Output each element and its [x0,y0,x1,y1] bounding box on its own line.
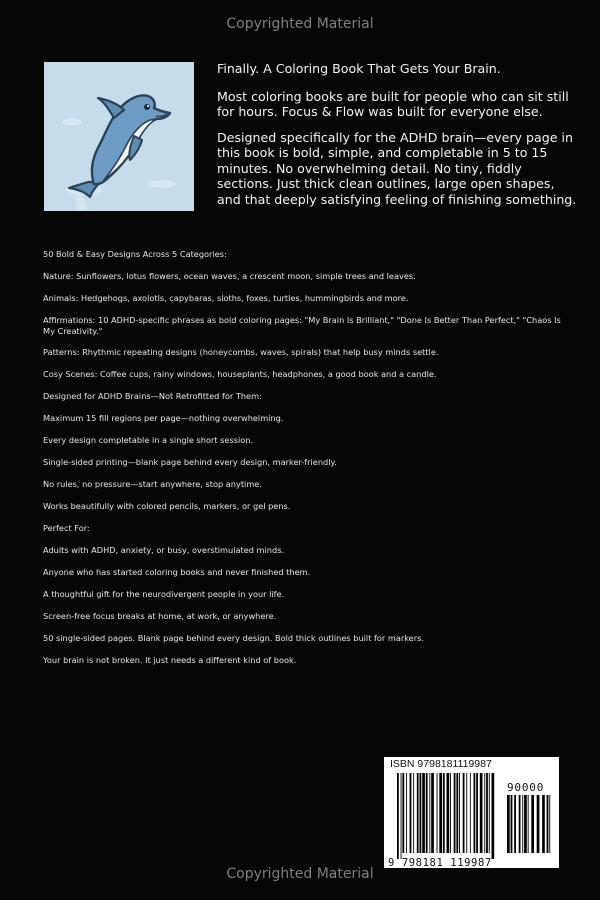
body-line: Nature: Sunflowers, lotus flowers, ocean waves, a crescent moon, simple trees and leaves. [43,271,416,281]
copyright-watermark-top: Copyrighted Material [226,16,374,32]
description-body [43,249,563,666]
body-line: 50 single-sided pages. Blank page behind every design. Bold thick outlines built for markers. [43,633,424,643]
isbn-label: ISBN 9798181119987 [390,758,492,770]
intro-paragraph: Most coloring books are built for people who can sit still for hours. Focus & Flow was built for everyone else. [217,88,569,119]
body-line: Single-sided printing—blank page behind every design, marker-friendly. [43,457,337,467]
body-line: Adults with ADHD, anxiety, or busy, overstimulated minds. [43,545,285,555]
body-line: Anyone who has started coloring books and never finished them. [43,567,311,577]
closing-line: Your brain is not broken. It just needs a different kind of book. [43,655,297,665]
barcode-digits: 9 798181 119987 [388,857,492,869]
body-line: Maximum 15 fill regions per page—nothing overwhelming. [43,413,284,423]
body-line: Animals: Hedgehogs, axolotls, capybaras, sloths, foxes, turtles, hummingbirds and more. [43,293,409,303]
intro-headline: Finally. A Coloring Book That Gets Your Brain. [217,61,501,76]
section-heading: Perfect For: [43,523,90,533]
body-line: Affirmations: 10 ADHD-specific phrases as bold coloring pages: "My Brain Is Brilliant," "Done Is Better Than Perfect," "Chaos Is My Creativity." [43,315,561,336]
body-line: No rules, no pressure—start anywhere, stop anytime. [43,479,262,489]
section-heading: 50 Bold & Easy Designs Across 5 Categories: [43,249,227,259]
body-line: Cosy Scenes: Coffee cups, rainy windows, houseplants, headphones, a good book and a candle. [43,369,437,379]
dolphin-illustration [44,62,194,211]
body-line: A thoughtful gift for the neurodivergent people in your life. [43,589,285,599]
body-line: Patterns: Rhythmic repeating designs (honeycombs, waves, spirals) that help busy minds settle. [43,347,439,357]
copyright-watermark-bottom: Copyrighted Material [226,866,374,882]
dolphin-icon [44,62,194,211]
section-heading: Designed for ADHD Brains—Not Retrofitted for Them: [43,391,262,401]
intro-text [217,61,577,217]
barcode-addon-digits: 90000 [507,781,545,794]
body-line: Every design completable in a single short session. [43,435,254,445]
intro-paragraph: Designed specifically for the ADHD brain—every page in this book is bold, simple, and completable in 5 to 15 minutes. No overwhelming detail. No tiny, fiddly sections. Just thick clean outlines, large open shapes, and that deeply satisfying feeling of finishing something. [217,129,577,207]
barcode-bars [384,757,559,868]
body-line: Works beautifully with colored pencils, markers, or gel pens. [43,501,291,511]
isbn-barcode [384,757,559,868]
body-line: Screen-free focus breaks at home, at work, or anywhere. [43,611,277,621]
